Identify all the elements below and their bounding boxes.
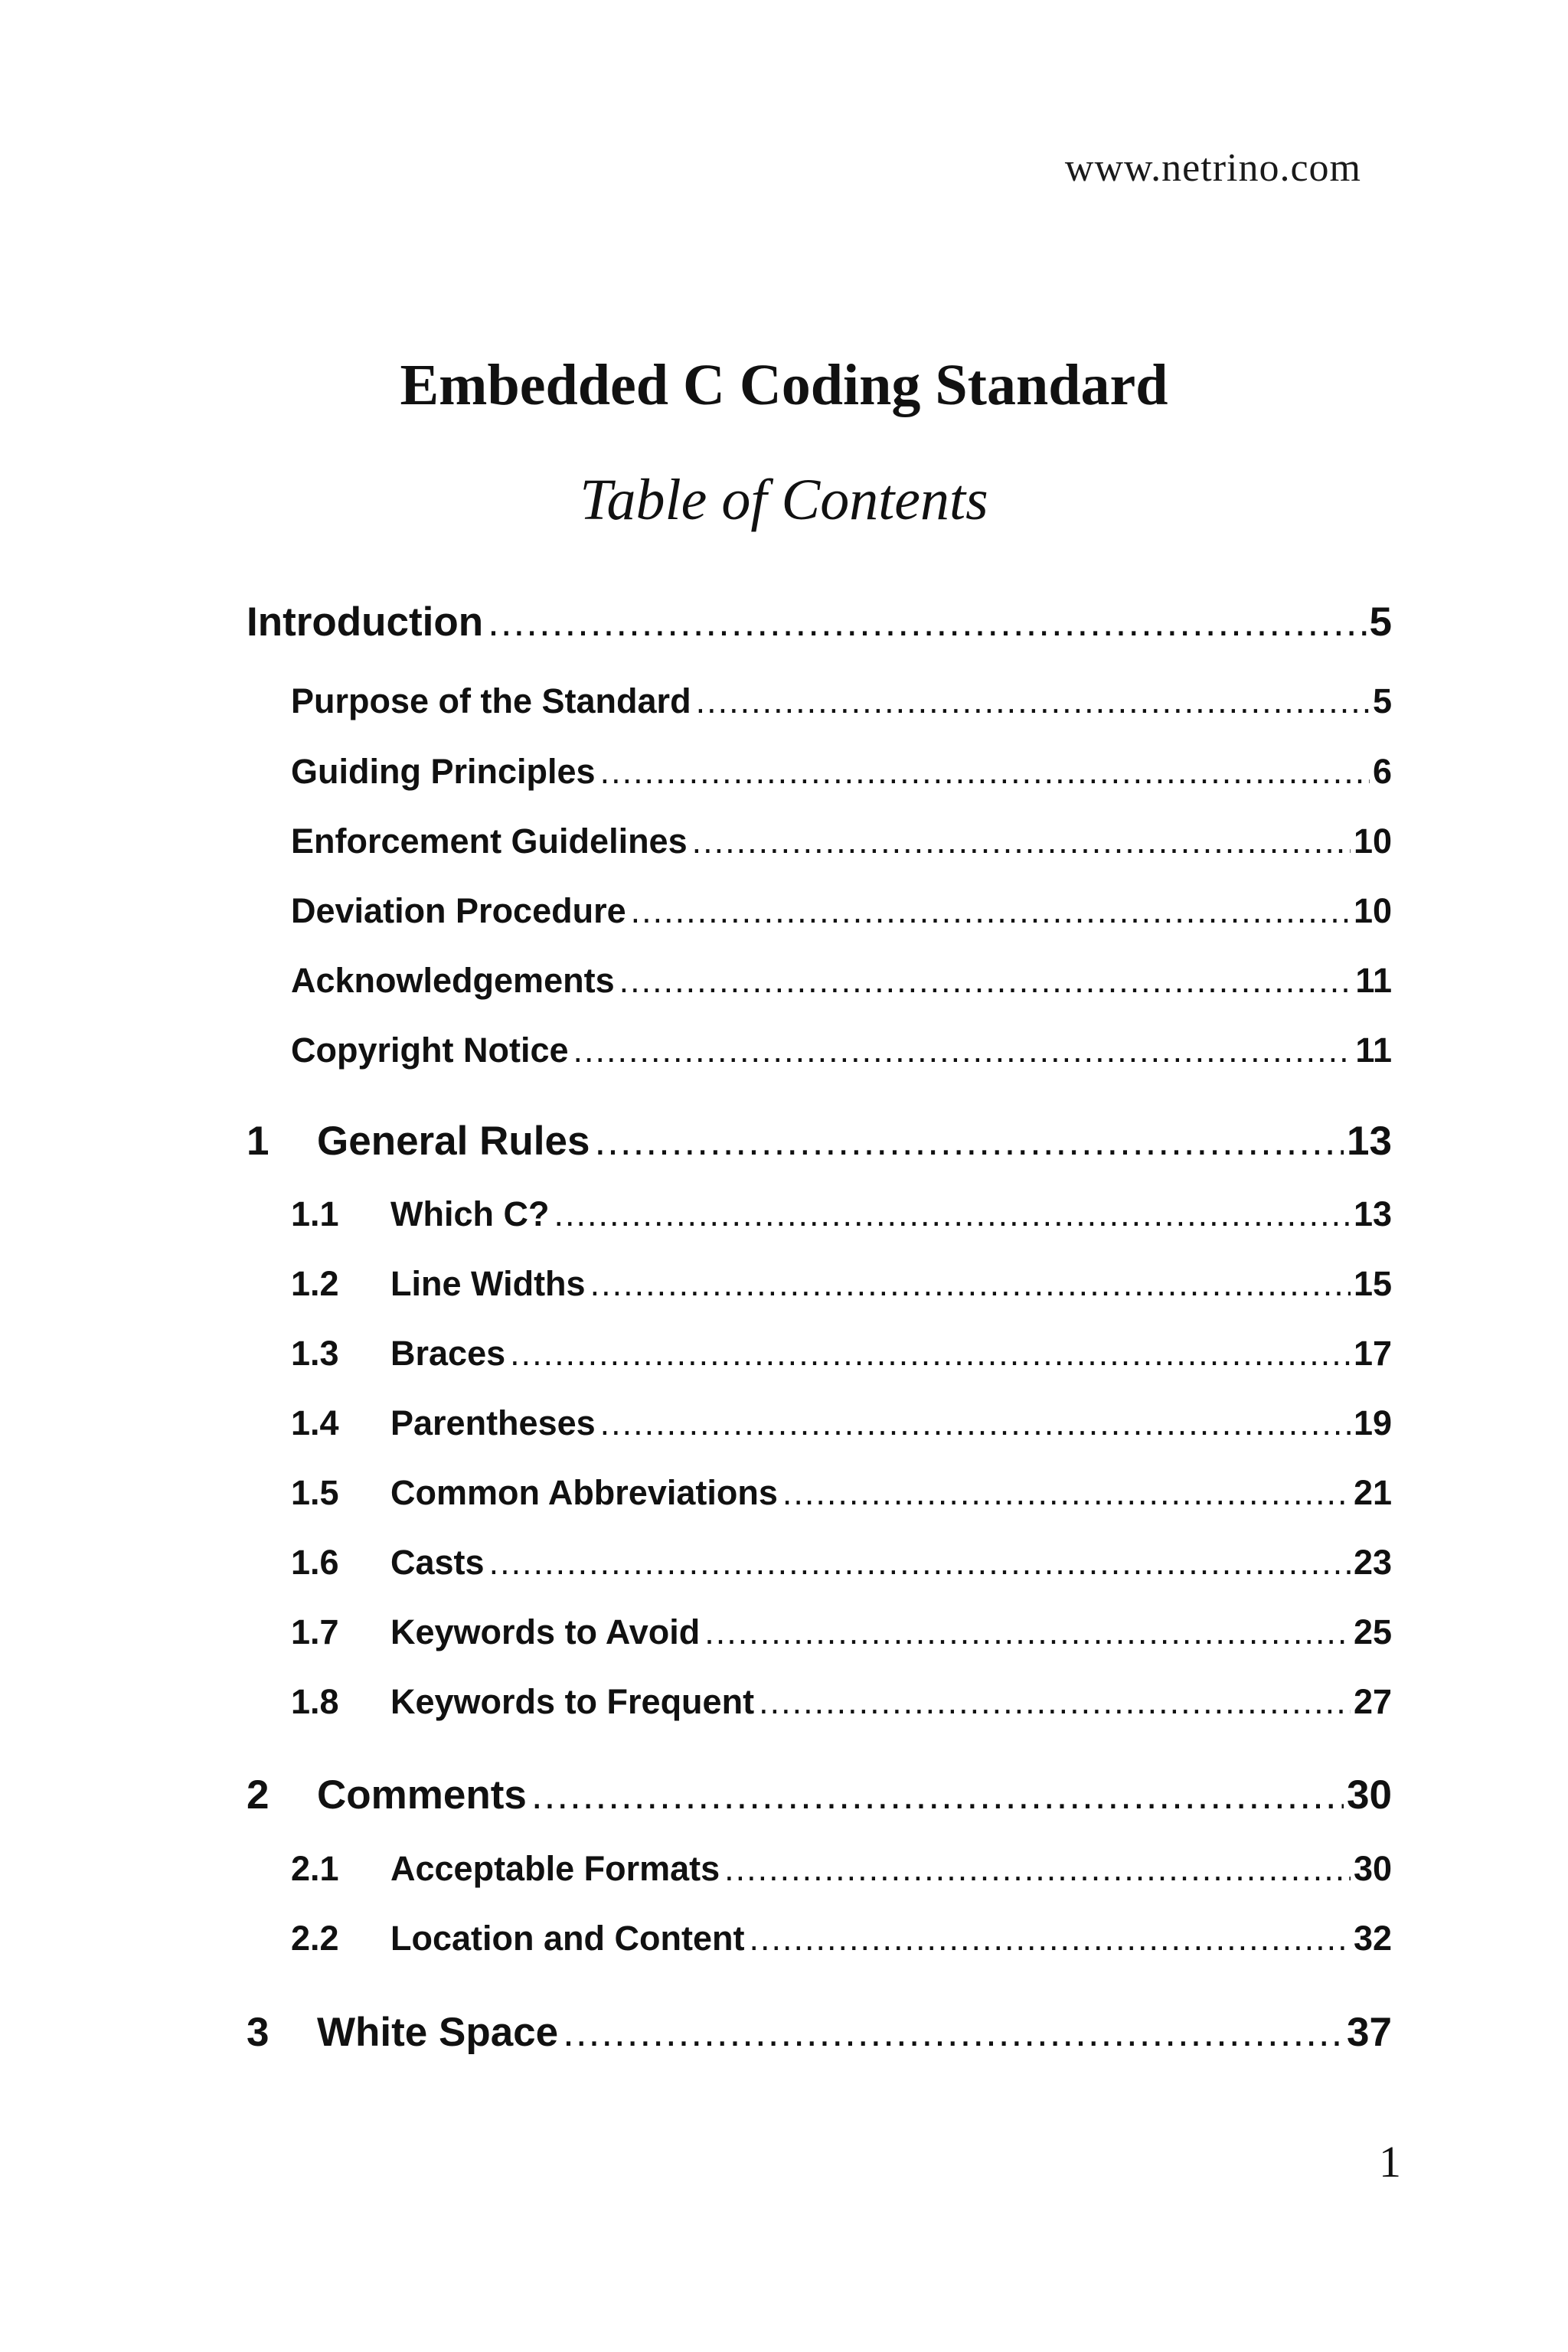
- toc-entry-number: 1.5: [291, 1473, 339, 1512]
- toc-leader: [531, 1772, 1344, 1818]
- toc-leader: [594, 1118, 1344, 1165]
- toc-heading: Table of Contents: [580, 468, 988, 532]
- toc-entry-number: 1.4: [291, 1403, 339, 1442]
- toc-entry-label: Which C?: [390, 1194, 550, 1233]
- toc-entry-page: 25: [1353, 1612, 1392, 1651]
- toc-entry-location-content[interactable]: [291, 1919, 1392, 1972]
- toc-entry-label: Copyright Notice: [291, 1031, 569, 1070]
- page-number: 1: [1379, 2137, 1401, 2187]
- toc-leader: [563, 2009, 1344, 2056]
- toc-entry-page: 30: [1347, 1772, 1392, 1818]
- toc-entry-parentheses[interactable]: [291, 1403, 1392, 1457]
- toc-entry-white-space[interactable]: [247, 2009, 1392, 2070]
- toc-entry-page: 19: [1353, 1403, 1392, 1442]
- toc-entry-number: 1.3: [291, 1334, 339, 1373]
- toc-entry-label: Braces: [390, 1334, 506, 1373]
- toc-leader: [692, 822, 1351, 861]
- toc-entry-number: 3: [247, 2010, 270, 2055]
- toc-leader: [724, 1849, 1351, 1889]
- toc-entry-label: Location and Content: [390, 1919, 745, 1958]
- toc-entry-guiding-principles[interactable]: [291, 752, 1392, 805]
- toc-leader: [489, 1543, 1351, 1583]
- toc-entry-label: Line Widths: [390, 1264, 586, 1303]
- toc-entry-page: 5: [1372, 681, 1392, 720]
- toc-leader: [631, 891, 1351, 931]
- toc-entry-number: 1.2: [291, 1264, 339, 1303]
- toc-entry-page: 27: [1353, 1682, 1392, 1721]
- header-url: www.netrino.com: [1064, 146, 1361, 190]
- toc-entry-number: 1.6: [291, 1543, 339, 1582]
- toc-entry-general-rules[interactable]: [247, 1118, 1392, 1179]
- toc-entry-number: 1.1: [291, 1194, 339, 1233]
- toc-leader: [759, 1682, 1351, 1722]
- toc-entry-common-abbreviations[interactable]: [291, 1473, 1392, 1527]
- toc-entry-label: Introduction: [247, 599, 484, 645]
- toc-entry-page: 21: [1353, 1473, 1392, 1512]
- toc-leader: [749, 1919, 1350, 1958]
- toc-entry-label: Parentheses: [390, 1403, 596, 1442]
- toc-leader: [696, 681, 1370, 721]
- toc-entry-page: 10: [1353, 891, 1392, 930]
- toc-entry-acceptable-formats[interactable]: [291, 1849, 1392, 1903]
- toc-entry-keywords-avoid[interactable]: [291, 1612, 1392, 1666]
- toc-leader: [600, 1403, 1351, 1443]
- toc-entry-which-c[interactable]: [291, 1194, 1392, 1248]
- toc-entry-deviation[interactable]: [291, 891, 1392, 945]
- toc-entry-braces[interactable]: [291, 1334, 1392, 1387]
- toc-leader: [704, 1612, 1351, 1652]
- toc-entry-page: 37: [1347, 2010, 1392, 2055]
- toc-entry-label: Keywords to Frequent: [390, 1682, 755, 1721]
- toc-entry-enforcement[interactable]: [291, 822, 1392, 875]
- toc-entry-page: 5: [1369, 599, 1392, 645]
- toc-entry-number: 2.2: [291, 1919, 339, 1958]
- toc-entry-page: 15: [1353, 1264, 1392, 1303]
- toc-entry-label: White Space: [317, 2010, 559, 2055]
- toc-entry-label: Casts: [390, 1543, 485, 1582]
- toc-entry-number: 2: [247, 1772, 270, 1818]
- toc-entry-introduction[interactable]: [247, 599, 1392, 660]
- toc-entry-keywords-frequent[interactable]: [291, 1682, 1392, 1736]
- toc-entry-label: Purpose of the Standard: [291, 681, 691, 720]
- toc-leader: [782, 1473, 1351, 1513]
- toc-entry-page: 30: [1353, 1849, 1392, 1888]
- toc-entry-label: Enforcement Guidelines: [291, 822, 688, 861]
- toc-entry-label: Acceptable Formats: [390, 1849, 720, 1888]
- toc-entry-label: Keywords to Avoid: [390, 1612, 701, 1651]
- toc-leader: [488, 599, 1366, 645]
- toc-entry-label: Comments: [317, 1772, 527, 1818]
- toc-entry-comments[interactable]: [247, 1772, 1392, 1833]
- toc-entry-purpose[interactable]: [291, 681, 1392, 735]
- toc-entry-label: General Rules: [317, 1119, 590, 1164]
- toc-entry-page: 17: [1353, 1334, 1392, 1373]
- toc-entry-number: 1.8: [291, 1682, 339, 1721]
- toc-entry-line-widths[interactable]: [291, 1264, 1392, 1318]
- toc-entry-label: Common Abbreviations: [390, 1473, 778, 1512]
- toc-leader: [600, 752, 1370, 792]
- toc-entry-label: Deviation Procedure: [291, 891, 626, 930]
- toc-leader: [573, 1031, 1353, 1070]
- toc-entry-page: 6: [1372, 752, 1392, 791]
- toc-leader: [590, 1264, 1351, 1304]
- toc-entry-page: 13: [1347, 1119, 1392, 1164]
- toc-leader: [510, 1334, 1351, 1374]
- toc-entry-page: 10: [1353, 822, 1392, 861]
- document-title: Embedded C Coding Standard: [400, 353, 1168, 417]
- toc-leader: [554, 1194, 1350, 1234]
- toc-entry-label: Guiding Principles: [291, 752, 596, 791]
- toc-entry-page: 11: [1355, 1031, 1392, 1070]
- toc-entry-copyright[interactable]: [291, 1031, 1392, 1084]
- toc-entry-number: 1.7: [291, 1612, 339, 1651]
- toc-entry-page: 11: [1355, 961, 1392, 1000]
- toc-entry-page: 32: [1353, 1919, 1392, 1958]
- toc-entry-number: 2.1: [291, 1849, 339, 1888]
- toc-leader: [619, 961, 1353, 1001]
- toc-entry-casts[interactable]: [291, 1543, 1392, 1596]
- toc-entry-number: 1: [247, 1119, 270, 1164]
- toc-entry-page: 23: [1353, 1543, 1392, 1582]
- toc-entry-page: 13: [1353, 1194, 1392, 1233]
- toc-entry-acknowledgements[interactable]: [291, 961, 1392, 1014]
- toc-entry-label: Acknowledgements: [291, 961, 615, 1000]
